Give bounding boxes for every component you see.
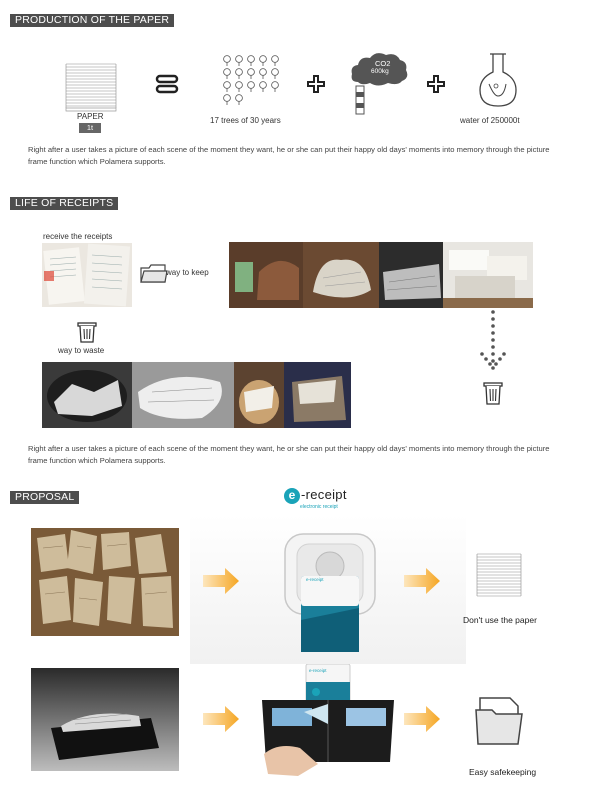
e-receipt-terminal [283, 530, 377, 654]
way-to-keep-label: way to keep [166, 268, 209, 277]
co2-amount: 600kg [371, 68, 389, 75]
trash-icon [75, 320, 99, 344]
section-title-proposal: PROPOSAL [10, 491, 79, 504]
right-arrow-icon [404, 568, 440, 594]
way-to-waste-label: way to waste [58, 346, 105, 355]
flask-icon [476, 52, 520, 108]
life-description: Right after a user takes a picture of each scene of the moment they want, he or she can put their happy old days' moments into memory through the picture frame function which Polamera supports. [28, 444, 550, 465]
right-arrow-icon [203, 706, 239, 732]
messy-receipts-photo [31, 528, 179, 636]
e-receipt-logo [284, 488, 364, 512]
wallet-card-brand: e-receipt [309, 668, 327, 673]
dont-use-paper-caption: Don't use the paper [463, 615, 537, 625]
equals-icon [155, 74, 179, 94]
section-title-life: LIFE OF RECEIPTS [10, 197, 118, 210]
paper-amount-badge: 1t [79, 123, 101, 133]
terminal-card-brand: e-receipt [306, 577, 324, 582]
plus-icon [426, 74, 446, 94]
folder-icon [139, 262, 169, 286]
easy-safekeeping-caption: Easy safekeeping [469, 767, 537, 777]
dotted-down-arrow-icon [478, 308, 508, 376]
right-arrow-icon [404, 706, 440, 732]
trash-icon [481, 380, 505, 406]
section-title-production: PRODUCTION OF THE PAPER [10, 14, 174, 27]
paper-stack-icon [62, 58, 120, 114]
right-arrow-icon [203, 568, 239, 594]
water-label: water of 250000t [460, 116, 520, 125]
paper-label: PAPER [77, 112, 104, 121]
folder-icon [474, 694, 524, 748]
plus-icon [306, 74, 326, 94]
co2-label: CO2 [375, 59, 391, 68]
paper-stack-icon [474, 548, 524, 600]
kept-receipts-photos [229, 242, 533, 308]
logo-subtitle: electronic receipt [300, 504, 338, 510]
receipt-photo [42, 243, 132, 307]
trees-label: 17 trees of 30 years [210, 116, 281, 125]
logo-text: -receipt [301, 487, 347, 502]
e-logo-badge: e [284, 488, 300, 504]
wallet-with-e-receipt [258, 664, 398, 776]
stuffed-wallet-photo [31, 668, 179, 771]
receive-receipts-label: receive the receipts [43, 232, 113, 241]
trees-icon [222, 55, 282, 107]
wasted-receipts-photos [42, 362, 351, 428]
production-description: Right after a user takes a picture of each scene of the moment they want, he or she can put their happy old days' moments into memory through the picture frame function which Polamera supports. [28, 145, 550, 166]
